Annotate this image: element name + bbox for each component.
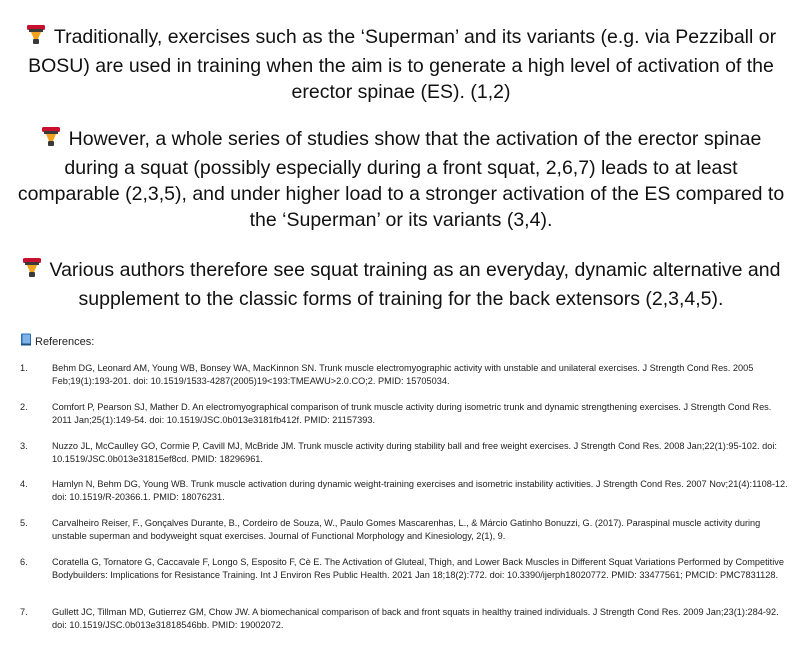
flexed-biceps-icon bbox=[41, 126, 61, 155]
reference-text: Comfort P, Pearson SJ, Mather D. An electromyographical comparison of trunk muscle activity during isometric trunk and dynamic strengthening exercises. J Strength Cond Res. 2011 Jan;25(1):149-54. doi: 10.1519/JSC.0b013e3181fb412f. PMID: 21157393. bbox=[52, 402, 772, 425]
flexed-biceps-icon bbox=[22, 257, 42, 286]
reference-text: Gullett JC, Tillman MD, Gutierrez GM, Chow JW. A biomechanical comparison of back and front squats in healthy trained individuals. J Strength Cond Res. 2009 Jan;23(1):284-92. doi: 10.1519/JSC.0b013e31818546bb. PMID: 19002072. bbox=[52, 607, 779, 630]
reference-text: Behm DG, Leonard AM, Young WB, Bonsey WA, MacKinnon SN. Trunk muscle electromyographic activity with unstable and unilateral exercises. J Strength Cond Res. 2005 Feb;19(1):193-201. doi: 10.1519/1533-4287(2005)19<193:TMEAWU>2.0.CO;2. PMID: 15705034. bbox=[52, 363, 754, 386]
paragraph-text: Various authors therefore see squat training as an everyday, dynamic alternative and supplement to the classic forms of training for the back extensors (2,3,4,5). bbox=[49, 259, 781, 310]
reference-number: 3. bbox=[20, 441, 28, 451]
flexed-biceps-icon bbox=[26, 24, 46, 53]
reference-number: 7. bbox=[20, 607, 28, 617]
reference-text: Hamlyn N, Behm DG, Young WB. Trunk muscle activation during dynamic weight-training exercises and isometric instability activities. J Strength Cond Res. 2007 Nov;21(4):1108-12. doi: 10.1519/R-20366.1. PMID: 18076231. bbox=[52, 479, 788, 502]
paragraph-squat-alternative bbox=[14, 257, 788, 312]
reference-text: Coratella G, Tornatore G, Caccavale F, Longo S, Esposito F, Cè E. The Activation of Gluteal, Thigh, and Lower Back Muscles in Different Squat Variations Performed by Competitive Bodybuilders: Implications for Resistance Training. Int J Environ Res Public Health. 2021 Jan 18;18(2):772. doi: 10.3390/ijerph18020772. PMID: 33477561; PMCID: PMC7831128. bbox=[52, 557, 784, 580]
reference-text: Nuzzo JL, McCaulley GO, Cormie P, Cavill MJ, McBride JM. Trunk muscle activity during stability ball and free weight exercises. J Strength Cond Res. 2008 Jan;22(1):95-102. doi: 10.1519/JSC.0b013e31815ef8cd. PMID: 18296961. bbox=[52, 441, 777, 464]
reference-number: 2. bbox=[20, 402, 28, 412]
paragraph-text: Traditionally, exercises such as the ‘Superman’ and its variants (e.g. via Pezziball or BOSU) are used in training when the aim is to generate a high level of activation of the erector spinae (ES). (1,2) bbox=[28, 26, 777, 103]
references-heading bbox=[20, 333, 94, 350]
paragraph-traditional-exercises bbox=[14, 24, 788, 105]
reference-number: 1. bbox=[20, 363, 28, 373]
book-icon bbox=[20, 333, 32, 350]
paragraph-squat-activation bbox=[14, 126, 788, 233]
references-heading-label: References: bbox=[35, 335, 95, 348]
reference-number: 4. bbox=[20, 479, 28, 489]
reference-number: 5. bbox=[20, 518, 28, 528]
paragraph-text: However, a whole series of studies show that the activation of the erector spinae during a squat (possibly especially during a front squat, 2,6,7) leads to at least comparable (2,3,5), and under higher load to a stronger activation of the ES compared to the ‘Superman’ or its variants (3,4). bbox=[17, 128, 785, 231]
reference-text: Carvalheiro Reiser, F., Gonçalves Durante, B., Cordeiro de Souza, W., Paulo Gomes Mascarenhas, L., & Márcio Gatinho Bonuzzi, G. (2017). Paraspinal muscle activity during unstable superman and bodyweight squat exercises. Journal of Functional Morphology and Kinesiology, 2(1), 9. bbox=[52, 518, 761, 541]
reference-number: 6. bbox=[20, 557, 28, 567]
